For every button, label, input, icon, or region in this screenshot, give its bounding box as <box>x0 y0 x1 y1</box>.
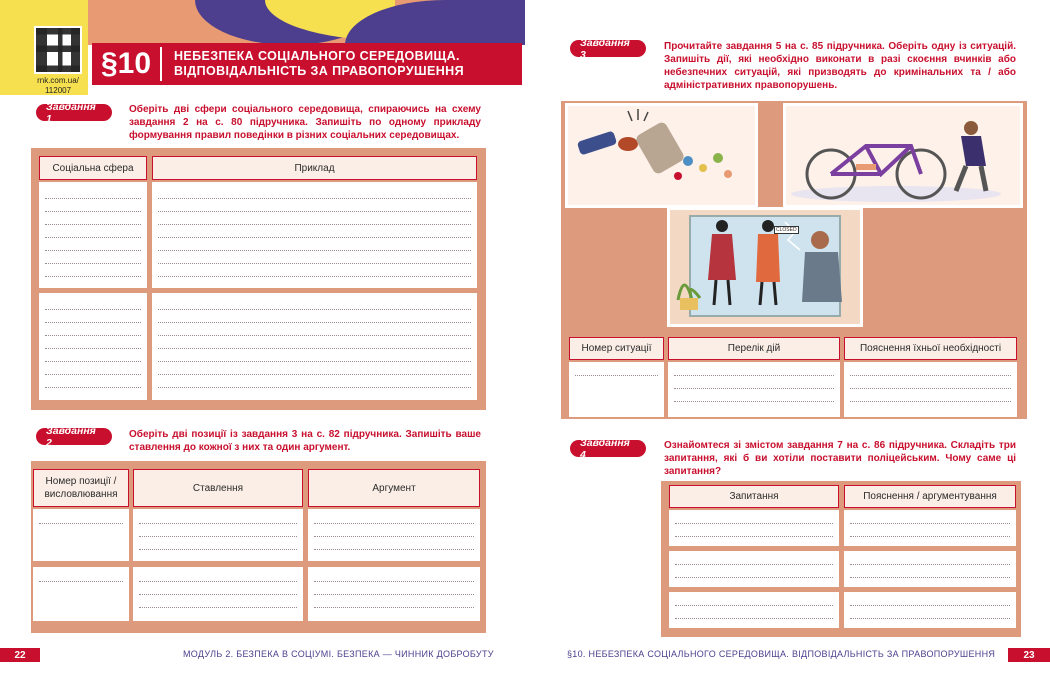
answer-cell[interactable] <box>668 362 840 417</box>
closed-sign: CLOSED <box>776 227 797 233</box>
answer-cell[interactable] <box>152 293 477 400</box>
column-header-situation-number: Номер ситуації <box>569 337 664 360</box>
task-1-badge: Завдання 1 <box>36 104 112 121</box>
task-1-table <box>31 148 486 410</box>
answer-cell[interactable] <box>133 509 303 561</box>
answer-cell[interactable] <box>33 567 129 621</box>
column-header-social-sphere: Соціальна сфера <box>39 156 147 180</box>
qr-code-number: 112007 <box>44 86 72 95</box>
column-header-argument: Аргумент <box>308 469 480 507</box>
answer-cell[interactable] <box>133 567 303 621</box>
qr-label <box>28 76 88 96</box>
column-header-question: Запитання <box>669 485 839 508</box>
footer-text-right: §10. НЕБЕЗПЕКА СОЦІАЛЬНОГО СЕРЕДОВИЩА. ВІДПОВІДАЛЬНІСТЬ ЗА ПРАВОПОРУШЕННЯ <box>567 649 996 659</box>
task-3-panel <box>561 101 1027 419</box>
task-3-text: Прочитайте завдання 5 на с. 85 підручника. Оберіть одну із ситуацій. Запишіть дії, які необхідно виконати в разі скоєння вчинків або небезпечних ситуацій, які призводять до кримінальних та / або адміністративних правопорушень. <box>664 41 1016 91</box>
answer-cell[interactable] <box>844 362 1017 417</box>
answer-cell[interactable] <box>308 509 480 561</box>
task-3-badge: Завдання 3 <box>570 40 646 57</box>
column-header-explanation: Пояснення їхньої необхідності <box>844 337 1017 360</box>
qr-url: rnk.com.ua/ <box>37 76 79 85</box>
column-header-attitude: Ставлення <box>133 469 303 507</box>
task-4-badge: Завдання 4 <box>570 440 646 457</box>
answer-cell[interactable] <box>669 510 839 546</box>
task-4-table <box>661 481 1021 637</box>
column-header-actions: Перелік дій <box>668 337 840 360</box>
answer-cell[interactable] <box>152 182 477 288</box>
page-number-left: 22 <box>0 648 40 662</box>
answer-cell[interactable] <box>39 182 147 288</box>
answer-cell[interactable] <box>669 551 839 587</box>
answer-cell[interactable] <box>39 293 147 400</box>
qr-code[interactable] <box>34 26 82 74</box>
answer-cell[interactable] <box>844 592 1016 628</box>
section-title-bar <box>92 43 522 85</box>
answer-cell[interactable] <box>33 509 129 561</box>
task-2-badge: Завдання 2 <box>36 428 112 445</box>
answer-cell[interactable] <box>844 510 1016 546</box>
column-header-example: Приклад <box>152 156 477 180</box>
answer-cell[interactable] <box>844 551 1016 587</box>
task-2-text: Оберіть дві позиції із завдання 3 на с. 82 підручника. Запишіть ваше ставлення до кожної з них та один аргумент. <box>129 429 481 453</box>
column-header-argumentation: Пояснення / аргументування <box>844 485 1016 508</box>
section-number: §10 <box>92 47 162 81</box>
task-1-text: Оберіть дві сфери соціального середовища, спираючись на схему завдання 2 на с. 80 підручника. Запишіть по одному прикладу формування правил поведінки в різних соціальних середовищах. <box>129 104 481 141</box>
task-4-text: Ознайомтеся зі змістом завдання 7 на с. 86 підручника. Складіть три запитання, які б ви хотіли поставити поліцейським. Чому саме ці запитання? <box>664 440 1016 477</box>
task-2-table <box>31 461 486 633</box>
answer-cell[interactable] <box>308 567 480 621</box>
footer-text-left: МОДУЛЬ 2. БЕЗПЕКА В СОЦІУМІ. БЕЗПЕКА — ЧИННИК ДОБРОБУТУ <box>183 649 494 659</box>
answer-cell[interactable] <box>569 362 664 417</box>
illustration-trash-scene <box>565 103 758 208</box>
page-number-right: 23 <box>1008 648 1050 662</box>
column-header-position: Номер позиції / висловлювання <box>33 469 129 507</box>
answer-cell[interactable] <box>669 592 839 628</box>
illustration-shop-window <box>667 207 863 327</box>
section-title: НЕБЕЗПЕКА СОЦІАЛЬНОГО СЕРЕДОВИЩА. ВІДПОВІДАЛЬНІСТЬ ЗА ПРАВОПОРУШЕННЯ <box>174 49 464 78</box>
illustration-bike-theft <box>783 103 1023 208</box>
